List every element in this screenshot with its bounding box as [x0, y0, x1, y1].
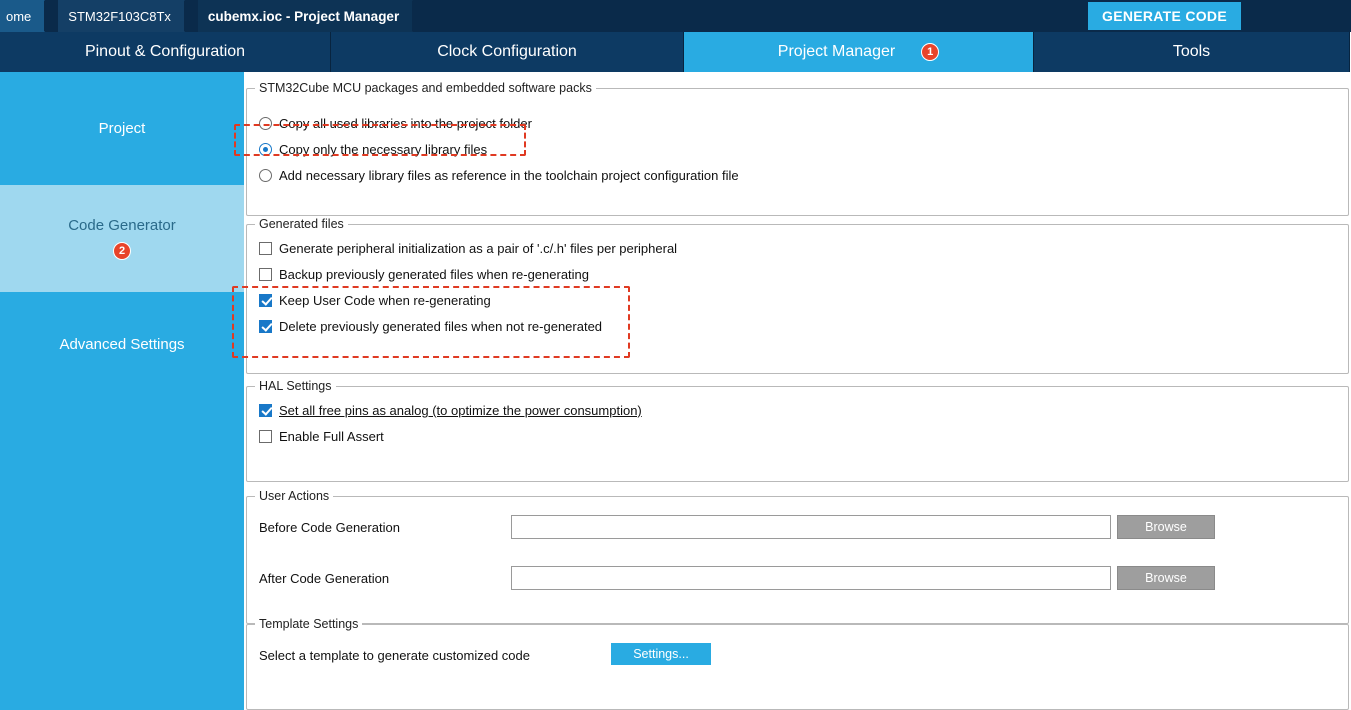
breadcrumb-mcu[interactable]: [58, 0, 185, 32]
code-generator-panel: [244, 72, 1351, 710]
checkbox-backup-previously-generated-control[interactable]: [259, 268, 272, 281]
breadcrumb-mcu-label: STM32F103C8Tx: [68, 8, 171, 24]
sidebar-item-code-generator-badge: 2: [113, 242, 131, 260]
sidebar-item-code-generator-label: Code Generator: [68, 217, 176, 234]
radio-copy-necessary-library-files-control[interactable]: [259, 143, 272, 156]
group-hal-settings-legend: HAL Settings: [255, 379, 336, 393]
group-template-settings-legend: Template Settings: [255, 617, 362, 631]
after-code-generation-input[interactable]: [511, 566, 1111, 590]
sidebar-item-advanced-settings[interactable]: [0, 292, 244, 396]
before-code-generation-browse-button[interactable]: Browse: [1117, 515, 1215, 539]
radio-copy-necessary-library-files[interactable]: [259, 142, 487, 157]
tab-project-manager-badge: 1: [921, 43, 939, 61]
tab-project-manager-label: Project Manager: [777, 43, 896, 60]
checkbox-generate-peripheral-init-control[interactable]: [259, 242, 272, 255]
tab-clock-label: Clock Configuration: [437, 43, 577, 60]
checkbox-backup-previously-generated-label: Backup previously generated files when re-generating: [279, 267, 590, 282]
template-settings-label: Select a template to generate customized code: [259, 648, 530, 663]
sidebar: [0, 72, 244, 710]
breadcrumb-arrow-3: [412, 0, 426, 32]
breadcrumb-home[interactable]: [0, 0, 45, 32]
group-hal-settings: [246, 379, 1349, 482]
group-mcu-packages-legend: STM32Cube MCU packages and embedded software packs: [255, 81, 596, 95]
template-settings-button[interactable]: Settings...: [611, 643, 711, 665]
checkbox-keep-user-code-control[interactable]: [259, 294, 272, 307]
sidebar-item-project[interactable]: [0, 72, 244, 185]
tab-tools[interactable]: [1034, 32, 1350, 72]
group-user-actions-legend: User Actions: [255, 489, 333, 503]
group-mcu-packages: [246, 81, 1349, 216]
checkbox-set-free-pins-analog[interactable]: [259, 403, 642, 418]
generate-code-button[interactable]: GENERATE CODE: [1088, 2, 1241, 30]
checkbox-backup-previously-generated[interactable]: [259, 267, 589, 282]
before-code-generation-input[interactable]: [511, 515, 1111, 539]
radio-add-library-as-reference-control[interactable]: [259, 169, 272, 182]
radio-copy-all-libraries[interactable]: [259, 116, 532, 131]
checkbox-enable-full-assert-control[interactable]: [259, 430, 272, 443]
checkbox-enable-full-assert[interactable]: [259, 429, 384, 444]
radio-add-library-as-reference-label: Add necessary library files as reference in the toolchain project configuration file: [279, 168, 739, 183]
checkbox-delete-previously-generated[interactable]: [259, 319, 602, 334]
tab-tools-label: Tools: [1172, 43, 1211, 60]
checkbox-set-free-pins-analog-label: Set all free pins as analog (to optimize the power consumption): [279, 403, 642, 418]
breadcrumb-arrow-1: [44, 0, 58, 32]
checkbox-delete-previously-generated-control[interactable]: [259, 320, 272, 333]
breadcrumb-file-label: cubemx.ioc - Project Manager: [207, 8, 400, 24]
tab-clock-configuration[interactable]: [331, 32, 684, 72]
group-generated-files: [246, 217, 1349, 374]
group-user-actions: [246, 489, 1349, 624]
checkbox-enable-full-assert-label: Enable Full Assert: [279, 429, 384, 444]
sidebar-item-code-generator[interactable]: [0, 185, 244, 292]
sidebar-item-advanced-settings-label: Advanced Settings: [59, 335, 185, 353]
checkbox-delete-previously-generated-label: Delete previously generated files when not re-generated: [279, 319, 603, 334]
checkbox-keep-user-code[interactable]: [259, 293, 491, 308]
tab-pinout-label: Pinout & Configuration: [84, 43, 246, 60]
after-code-generation-browse-button[interactable]: Browse: [1117, 566, 1215, 590]
radio-copy-all-libraries-control[interactable]: [259, 117, 272, 130]
main-tabs: [0, 32, 1351, 72]
checkbox-generate-peripheral-init[interactable]: [259, 241, 677, 256]
sidebar-filler: [0, 396, 244, 710]
radio-copy-all-libraries-label: Copy all used libraries into the project folder: [279, 116, 532, 131]
radio-add-library-as-reference[interactable]: [259, 168, 739, 183]
checkbox-set-free-pins-analog-control[interactable]: [259, 404, 272, 417]
group-generated-files-legend: Generated files: [255, 217, 348, 231]
group-template-settings: [246, 617, 1349, 710]
tab-project-manager[interactable]: [684, 32, 1034, 72]
before-code-generation-label: Before Code Generation: [259, 520, 400, 535]
sidebar-item-project-label: Project: [98, 120, 146, 137]
after-code-generation-label: After Code Generation: [259, 571, 390, 586]
breadcrumb: [0, 0, 1351, 32]
breadcrumb-arrow-2: [184, 0, 198, 32]
breadcrumb-file[interactable]: [198, 0, 413, 32]
radio-copy-necessary-library-files-label: Copy only the necessary library files: [279, 142, 488, 157]
checkbox-generate-peripheral-init-label: Generate peripheral initialization as a pair of '.c/.h' files per peripheral: [279, 241, 678, 256]
tab-pinout-configuration[interactable]: [0, 32, 331, 72]
checkbox-keep-user-code-label: Keep User Code when re-generating: [279, 293, 491, 308]
breadcrumb-home-label: ome: [6, 8, 32, 24]
